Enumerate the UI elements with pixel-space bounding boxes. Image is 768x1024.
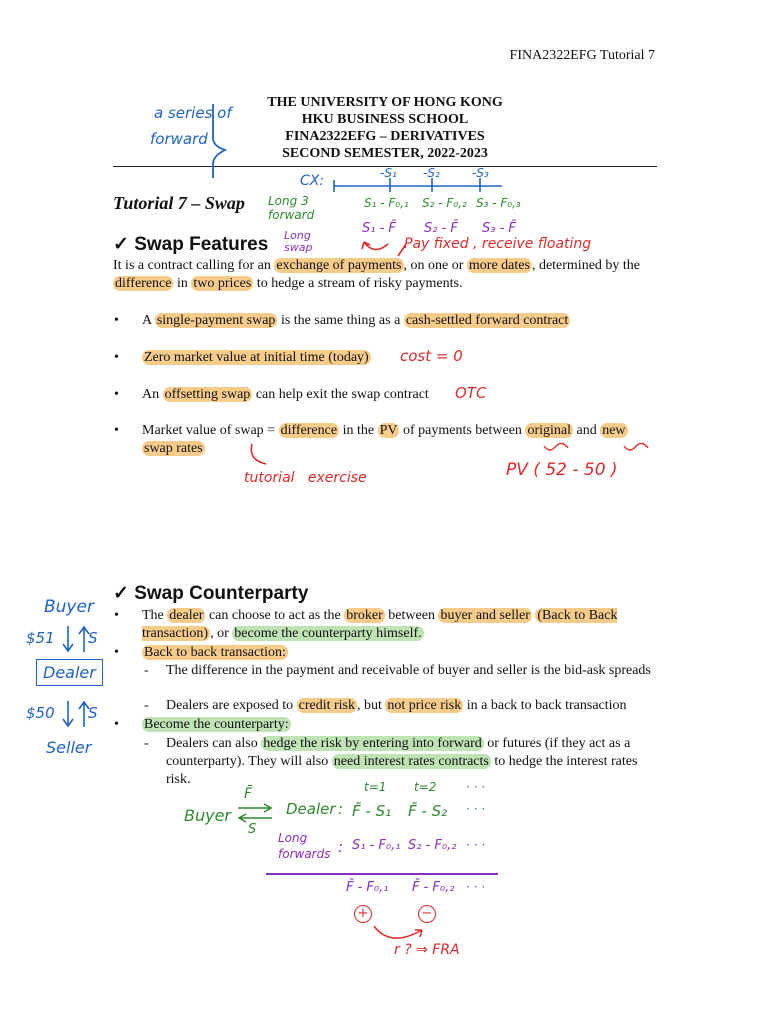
text: , determined by the (531, 258, 641, 273)
section-heading-features: ✓ Swap Features (113, 234, 269, 255)
title-block (230, 94, 540, 162)
page-header: FINA2322EFG Tutorial 7 (509, 48, 655, 63)
bottom-colon-1: : (338, 800, 344, 818)
bottom-s: S (248, 822, 257, 837)
highlight: swap rates (144, 441, 203, 456)
bullet-dot: • (114, 608, 119, 623)
text: An (142, 387, 163, 402)
cx-tick-2: -S₂ (423, 166, 440, 180)
features-bullet-3 (114, 386, 662, 404)
text: in (173, 276, 192, 291)
highlight: PV (379, 423, 398, 438)
highlight: Back to back transaction: (144, 645, 286, 660)
dash: - (144, 736, 149, 751)
swap-payoff-2: S₂ - F̄ (424, 221, 458, 236)
fwd-payoff-1: S₁ - F₀,₁ (364, 196, 409, 210)
text: Market value of swap = (142, 423, 279, 438)
bullet-dot: • (114, 423, 119, 438)
bottom-sum-line (266, 873, 498, 875)
bottom-plus-circle: + (354, 905, 372, 923)
bottom-long-forwards (278, 830, 330, 862)
side-price-51: $51 (26, 629, 55, 647)
text: The (142, 608, 168, 623)
bottom-l2: S₂ - F₀,₂ (408, 838, 457, 853)
counterparty-sub-3 (144, 735, 656, 789)
swap-payoff-3: S₃ - F̄ (482, 221, 516, 236)
highlight: Zero market value at initial time (today) (144, 350, 369, 365)
bottom-t1: t=1 (364, 780, 387, 794)
highlight: more dates (468, 258, 530, 273)
annotation-arrow-tutorial (246, 442, 276, 470)
annotation-pv: PV ( 52 - 50 ) (506, 460, 618, 480)
highlight-green: become the counterparty himself. (234, 626, 422, 641)
annotation-otc: OTC (455, 384, 487, 402)
highlight: single-payment swap (156, 313, 276, 328)
bullet-dot: • (114, 350, 119, 365)
annotation-line: Long 3 (268, 194, 309, 208)
side-buyer: Buyer (44, 597, 94, 617)
highlight: new (602, 423, 626, 438)
annotation-squiggle (540, 440, 660, 456)
highlight: not price risk (387, 698, 462, 713)
cx-tick-3: -S₃ (472, 166, 489, 180)
annotation-long3-forward (268, 194, 314, 222)
highlight: dealer (169, 608, 204, 623)
title-line-university: THE UNIVERSITY OF HONG KONG (267, 95, 503, 110)
annotation-line: forward (150, 130, 208, 148)
text: , on one or (403, 258, 467, 273)
annotation-line: swap (284, 241, 313, 254)
bottom-dots-2: · · · (466, 838, 486, 852)
side-s-top: S (88, 629, 98, 647)
text: and (572, 423, 601, 438)
highlight: two prices (193, 276, 252, 291)
highlight-green: need interest rates contracts (333, 754, 489, 769)
text: of payments between (399, 423, 526, 438)
features-intro (113, 257, 658, 293)
bottom-dots-top: · · · (466, 780, 486, 794)
counterparty-bullet-3 (114, 716, 657, 734)
highlight: buyer and seller (440, 608, 530, 623)
section-heading-counterparty: ✓ Swap Counterparty (113, 583, 309, 604)
side-s-bottom: S (88, 704, 98, 722)
bottom-buyer: Buyer (184, 806, 232, 825)
highlight: difference (280, 423, 338, 438)
tutorial-title: Tutorial 7 – Swap (113, 193, 245, 213)
highlight: difference (115, 276, 172, 291)
title-line-semester: SECOND SEMESTER, 2022-2023 (282, 146, 488, 161)
title-line-school: HKU BUSINESS SCHOOL (301, 112, 469, 127)
annotation-cx: CX: (300, 173, 325, 189)
annotation-line: a series of (154, 104, 232, 122)
highlight-green: Become the counterparty: (144, 717, 289, 732)
text: to hedge a stream of risky payments. (253, 276, 463, 291)
bottom-t2: t=2 (414, 780, 437, 794)
text: can help exit the swap contract (252, 387, 429, 402)
bottom-dots-1: · · · (466, 802, 486, 816)
highlight: exchange of payments (276, 258, 402, 273)
annotation-cost-zero: cost = 0 (400, 347, 463, 365)
text: can choose to act as the (205, 608, 345, 623)
dash: - (144, 698, 149, 713)
features-bullet-1 (114, 312, 662, 330)
bottom-d2: F̄ - S₂ (408, 802, 448, 820)
text: between (384, 608, 439, 623)
highlight: cash-settled forward contract (405, 313, 569, 328)
bullet-dot: • (114, 313, 119, 328)
text: The difference in the payment and receivable of buyer and seller is the bid-ask spreads (166, 663, 651, 678)
bullet-dot: • (114, 387, 119, 402)
annotation-line: forward (268, 208, 315, 222)
bottom-fbar: F̄ (244, 786, 253, 802)
text: Dealers are exposed to (166, 698, 297, 713)
text: A (142, 313, 155, 328)
highlight-green: hedge the risk by entering into forward (263, 736, 482, 751)
bottom-l1: S₁ - F₀,₁ (352, 838, 401, 853)
highlight: original (527, 423, 571, 438)
bottom-d1: F̄ - S₁ (352, 802, 392, 820)
annotation-line: forwards (278, 847, 331, 861)
text: , but (356, 698, 386, 713)
side-dealer-box: Dealer (36, 659, 103, 686)
fwd-payoff-2: S₂ - F₀,₂ (422, 196, 467, 210)
text: in a back to back transaction (463, 698, 627, 713)
bottom-r1: F̄ - F₀,₁ (346, 880, 389, 895)
highlight: credit risk (298, 698, 355, 713)
annotation-brace (205, 100, 245, 180)
highlight: broker (346, 608, 383, 623)
text: is the same thing as a (277, 313, 404, 328)
text: or futures (if they act as a counterparty). They will also (166, 736, 631, 769)
bottom-colon-2: : (338, 838, 344, 856)
annotation-line: Long (284, 229, 311, 242)
bullet-dot: • (114, 717, 119, 732)
text: Dealers can also (166, 736, 262, 751)
highlight: offsetting swap (164, 387, 251, 402)
highlight: (Back to Back transaction) (142, 608, 618, 641)
dash: - (144, 663, 149, 678)
counterparty-bullet-1 (114, 607, 657, 643)
bottom-r2: F̄ - F₀,₂ (412, 880, 455, 895)
bottom-dealer: Dealer (286, 800, 336, 818)
cx-tick-1: -S₁ (380, 166, 397, 180)
text: It is a contract calling for an (113, 258, 275, 273)
counterparty-sub-2b (144, 697, 666, 715)
annotation-line: Long (278, 831, 308, 845)
counterparty-sub-2a (144, 662, 658, 680)
text: to hedge the interest rates risk. (166, 754, 638, 787)
annotation-tutorial-exercise: tutorial exercise (244, 470, 367, 486)
text: , or (210, 626, 233, 641)
bottom-minus-circle: − (418, 905, 436, 923)
annotation-pay-fixed: Pay fixed , receive floating (404, 236, 592, 252)
fwd-payoff-3: S₃ - F₀,₃ (476, 196, 521, 210)
bottom-fra: r ? ⇒ FRA (394, 942, 460, 958)
bullet-dot: • (114, 645, 119, 660)
annotation-long-swap (284, 230, 312, 254)
counterparty-bullet-2 (114, 644, 657, 662)
side-price-50: $50 (26, 704, 55, 722)
title-line-course: FINA2322EFG – DERIVATIVES (285, 129, 485, 144)
bottom-dots-3: · · · (466, 880, 486, 894)
swap-payoff-1: S₁ - F̄ (362, 221, 396, 236)
text: in the (339, 423, 378, 438)
side-seller: Seller (46, 738, 92, 757)
